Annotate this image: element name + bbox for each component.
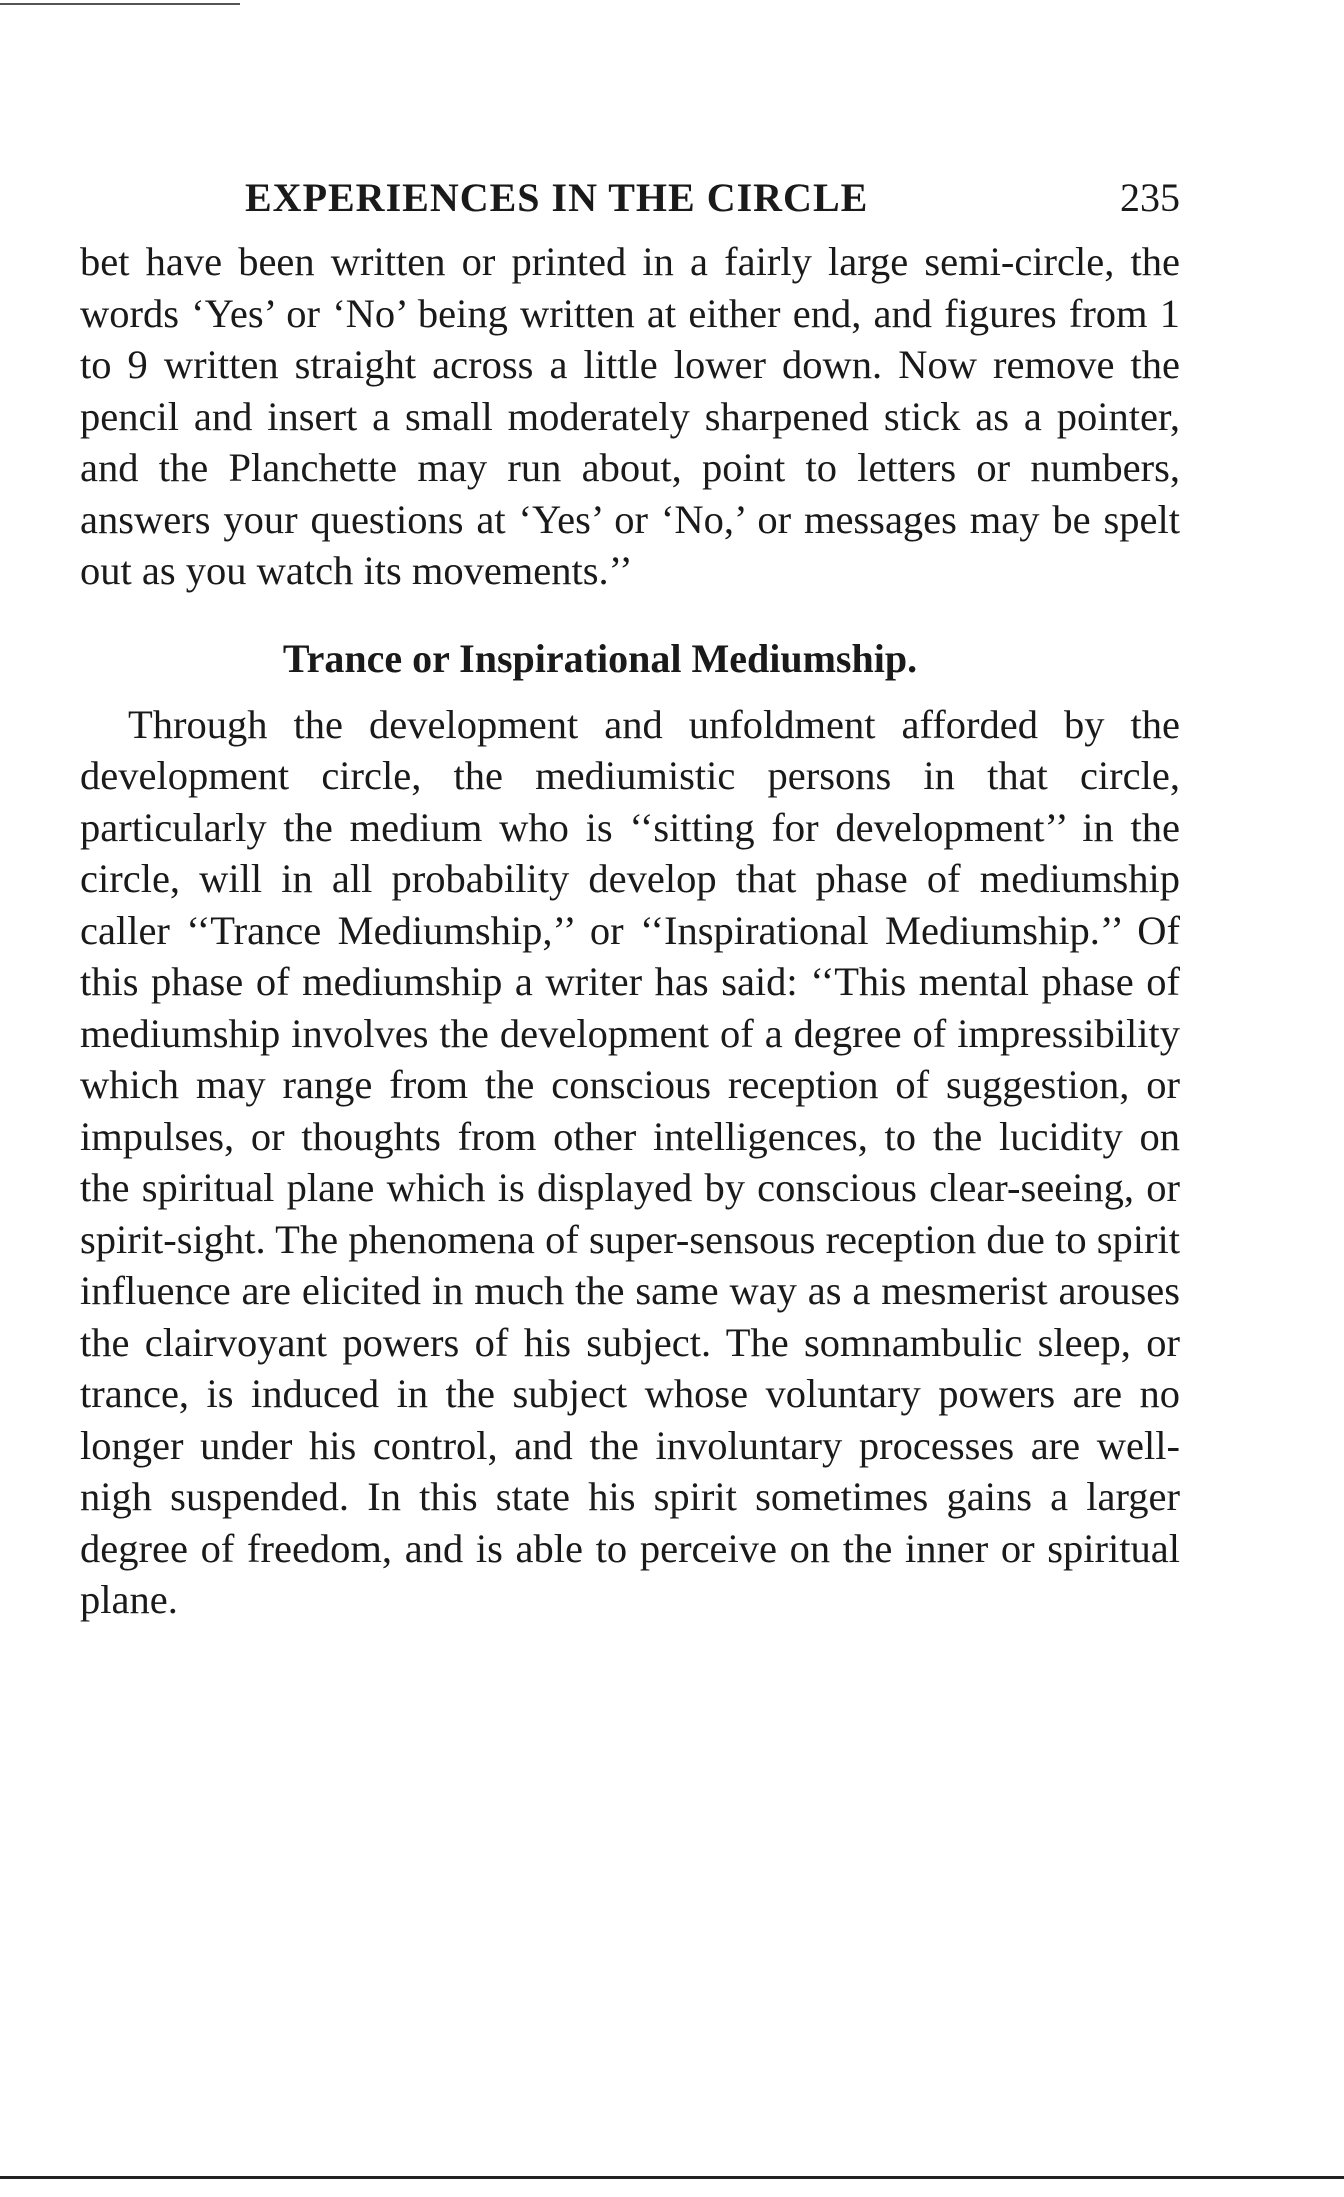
- paragraph-trance-mediumship: Through the development and unfoldment afforded by the development circle, the mediumistic persons in that circle, particularly the medium who is ‘‘sitting for development’’ in the circle, will in all probability develop that phase of mediumship caller ‘‘Trance Mediumship,’’ or ‘‘Inspirational Mediumship.’’ Of this phase of mediumship a writer has said: ‘‘This mental phase of mediumship involves the development of a degree of impressibility which may range from the conscious reception of suggestion, or impulses, or thoughts from other intelligences, to the lucidity on the spiritual plane which is displayed by conscious clear-seeing, or spirit-sight. The phenomena of super-sensous reception due to spirit influence are elicited in much the same way as a mesmerist arouses the clairvoyant powers of his subject. The somnambulic sleep, or trance, is induced in the subject whose voluntary powers are no longer under his control, and the involuntary processes are well-nigh suspended. In this state his spirit sometimes gains a larger degree of freedom, and is able to perceive on the inner or spiritual plane.: [80, 701, 1180, 1622]
- bottom-edge-rule: [0, 2176, 1344, 2179]
- running-head-title: EXPERIENCES IN THE CIRCLE: [245, 175, 869, 220]
- running-head: [80, 168, 1180, 228]
- section-heading: Trance or Inspirational Mediumship.: [282, 635, 918, 681]
- book-page: [80, 168, 1180, 1626]
- top-edge-rule: [0, 3, 240, 5]
- page-number: 235: [1120, 175, 1180, 220]
- paragraph-planchette: bet have been written or printed in a fairly large semi-circle, the words ‘Yes’ or ‘No’ being written at either end, and figures from 1 to 9 written straight across a little lower down. Now remove the pencil and insert a small moderately sharpened stick as a pointer, and the Planchette may run about, point to letters or numbers, answers your questions at ‘Yes’ or ‘No,’ or messages may be spelt out as you watch its movements.’’: [80, 239, 1180, 593]
